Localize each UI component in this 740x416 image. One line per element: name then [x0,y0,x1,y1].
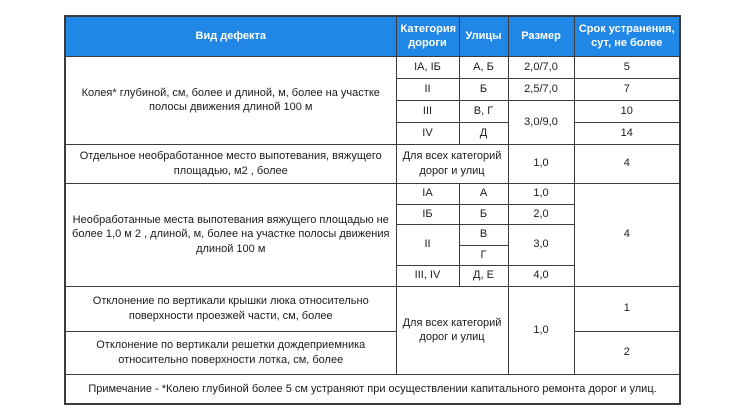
cell-term-g1r2: 7 [574,78,680,100]
cell-category-g1r1: IА, IБ [396,56,459,78]
cell-term-g1r3: 10 [574,100,680,122]
cell-term-g2: 4 [574,144,680,183]
cell-category-g3r1: IА [396,183,459,204]
cell-defect-g3: Необработанные места выпотевания вяжущего площадью не более 1,0 м 2 , длиной, м, более на участке полосы движения длиной 100 м [65,183,396,286]
cell-category-g3r5: III, IV [396,265,459,286]
cell-scope-g2: Для всех категорий дорог и улиц [396,144,508,183]
cell-streets-g3r5: Д, Е [459,265,508,286]
cell-category-g3r3: II [396,224,459,265]
cell-size-g1r3: 3,0/9,0 [508,100,574,144]
cell-streets-g1r2: Б [459,78,508,100]
cell-term-g3: 4 [574,183,680,286]
cell-category-g1r4: IV [396,122,459,144]
cell-defect-g2: Отдельное необработанное место выпотевания, вяжущего площадью, м2 , более [65,144,396,183]
table-row [65,183,680,204]
cell-streets-g3r2: Б [459,204,508,224]
cell-size-g3r2: 2,0 [508,204,574,224]
note-text: Примечание - *Колею глубиной более 5 см устраняют при осуществлении капитального ремонта дорог и улиц. [65,374,680,404]
cell-size-g4: 1,0 [508,286,574,374]
table-row [65,286,680,331]
cell-size-g3r1: 1,0 [508,183,574,204]
cell-category-g1r2: II [396,78,459,100]
cell-streets-g3r4: Г [459,245,508,265]
cell-streets-g1r4: Д [459,122,508,144]
cell-size-g2: 1,0 [508,144,574,183]
header-size: Размер [508,16,574,56]
table-row [65,331,680,374]
cell-streets-g3r1: А [459,183,508,204]
cell-scope-g4: Для всех категорий дорог и улиц [396,286,508,374]
table-row [65,144,680,183]
cell-size-g1r1: 2,0/7,0 [508,56,574,78]
road-defects-table [64,15,681,405]
cell-streets-g1r1: А, Б [459,56,508,78]
cell-defect-g4r2: Отклонение по вертикали решетки дождеприемника относительно поверхности лотка, см, более [65,331,396,374]
cell-term-g1r4: 14 [574,122,680,144]
cell-category-g3r2: IБ [396,204,459,224]
note-row [65,374,680,404]
cell-category-g1r3: III [396,100,459,122]
cell-term-g1r1: 5 [574,56,680,78]
cell-size-g3r5: 4,0 [508,265,574,286]
table-row [65,56,680,78]
cell-size-g3r3: 3,0 [508,224,574,265]
header-category: Категория дороги [396,16,459,56]
cell-term-g4r2: 2 [574,331,680,374]
cell-size-g1r2: 2,5/7,0 [508,78,574,100]
cell-defect-g4r1: Отклонение по вертикали крышки люка относительно поверхности проезжей части, см, более [65,286,396,331]
cell-defect-g1: Колея* глубиной, см, более и длиной, м, более на участке полосы движения длиной 100 м [65,56,396,144]
cell-streets-g3r3: В [459,224,508,245]
header-defect: Вид дефекта [65,16,396,56]
header-row [65,16,680,56]
header-term: Срок устранения, сут, не более [574,16,680,56]
cell-term-g4r1: 1 [574,286,680,331]
cell-streets-g1r3: В, Г [459,100,508,122]
header-streets: Улицы [459,16,508,56]
